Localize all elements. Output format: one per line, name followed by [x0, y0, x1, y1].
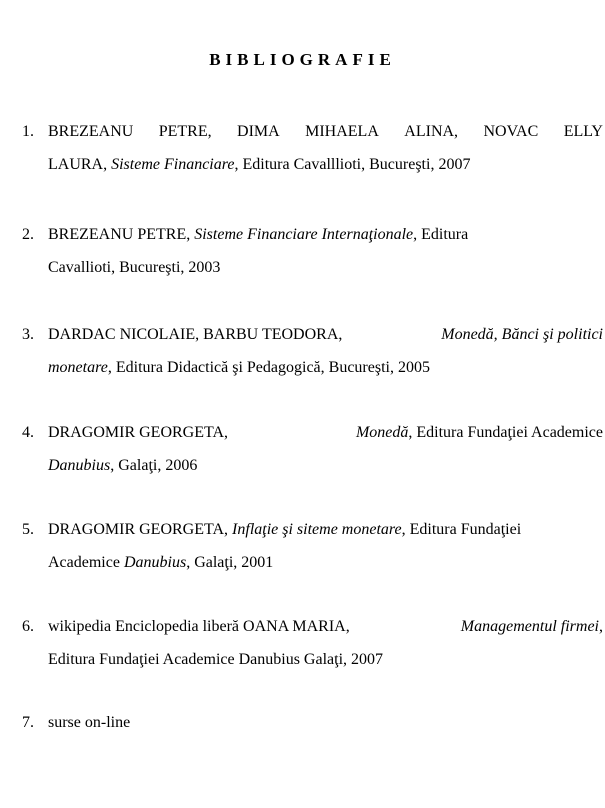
entry-text: [48, 416, 603, 482]
entry-number: 5.: [22, 521, 34, 538]
page-title: BIBLIOGRAFIE: [209, 50, 396, 69]
entry-text: [48, 610, 603, 676]
entry-text: [48, 115, 603, 181]
entry-authors: DRAGOMIR GEORGETA,: [48, 521, 233, 538]
entry-work-title: monetare: [48, 359, 108, 376]
entry-line-2: [48, 148, 603, 181]
bibliography-entry-3: [22, 318, 603, 384]
bibliography-entry-4: [22, 416, 603, 482]
entry-publisher: , Editura Fundaţiei: [401, 521, 522, 538]
entry-line-2: [48, 251, 603, 284]
bibliography-entry-5: [22, 513, 603, 579]
entry-line-2: [48, 546, 603, 579]
entry-line-1: [48, 416, 603, 449]
entry-publisher: , Editura Cavalllioti, Bucureşti, 2007: [234, 156, 471, 173]
bibliography-entry-7: [22, 706, 603, 739]
entry-publisher: , Editura Fundaţiei Academice: [408, 424, 603, 441]
bibliography-entry-6: [22, 610, 603, 676]
entry-text: [48, 513, 603, 579]
entry-line-2: [48, 643, 603, 676]
entry-number: 3.: [22, 326, 34, 343]
entry-work-title: Monedă, Bănci şi politici: [441, 326, 603, 343]
entry-text: [48, 218, 603, 284]
entry-number: 1.: [22, 123, 34, 140]
entry-line-1: [48, 706, 603, 739]
entry-work-and-punct: [461, 610, 603, 643]
entry-work-title: Monedă: [355, 424, 409, 441]
entry-line-1: [48, 513, 603, 546]
entry-number: 2.: [22, 226, 34, 243]
entry-work-title: Inflaţie şi siteme monetare: [232, 521, 402, 538]
entry-publisher: , Editura Didactică şi Pedagogică, Bucureşti, 2005: [107, 359, 430, 376]
entry-text: [48, 318, 603, 384]
entry-line-1: [48, 115, 603, 148]
entry-authors: BREZEANU PETRE,: [48, 226, 195, 243]
entry-publisher-italic: Danubius: [48, 457, 111, 474]
word: DIMA: [237, 123, 280, 140]
entry-authors: LAURA,: [48, 156, 112, 173]
entry-work-title: Sisteme Financiare: [111, 156, 235, 173]
entry-number: 4.: [22, 424, 34, 441]
entry-publisher: , Editura: [413, 226, 469, 243]
entry-source: surse on-line: [48, 714, 131, 731]
word: PETRE,: [158, 123, 212, 140]
word: NOVAC: [483, 123, 539, 140]
entry-line-1: [48, 318, 603, 351]
entry-line-2: [48, 449, 603, 482]
entry-authors: wikipedia Enciclopedia liberă OANA MARIA,: [48, 618, 350, 635]
entry-number: 6.: [22, 618, 34, 635]
entry-punctuation: ,: [599, 618, 603, 635]
entry-publisher: Academice: [48, 554, 124, 571]
word: BREZEANU: [48, 123, 134, 140]
entry-publisher: , Galaţi, 2006: [110, 457, 198, 474]
entry-work-title: Managementul firmei: [460, 618, 599, 635]
entry-authors: DRAGOMIR GEORGETA,: [48, 424, 229, 441]
entry-text: [48, 706, 603, 739]
entry-line-2: [48, 351, 603, 384]
bibliography-entry-1: [22, 115, 603, 181]
word: MIHAELA: [305, 123, 379, 140]
word: ALINA,: [404, 123, 459, 140]
entry-number: 7.: [22, 714, 34, 731]
entry-publisher: Cavallioti, Bucureşti, 2003: [48, 259, 221, 276]
bibliography-entry-2: [22, 218, 603, 284]
entry-line-1: [48, 218, 603, 251]
entry-publisher: Editura Fundaţiei Academice Danubius Galaţi, 2007: [48, 651, 384, 668]
entry-work-and-publisher: [356, 416, 603, 449]
entry-line-1: [48, 610, 603, 643]
entry-authors: DARDAC NICOLAIE, BARBU TEODORA,: [48, 326, 343, 343]
entry-publisher-italic: Danubius: [123, 554, 187, 571]
entry-publisher: , Galaţi, 2001: [186, 554, 274, 571]
entry-work-title: Sisteme Financiare Internaţionale: [194, 226, 414, 243]
word: ELLY: [563, 123, 603, 140]
